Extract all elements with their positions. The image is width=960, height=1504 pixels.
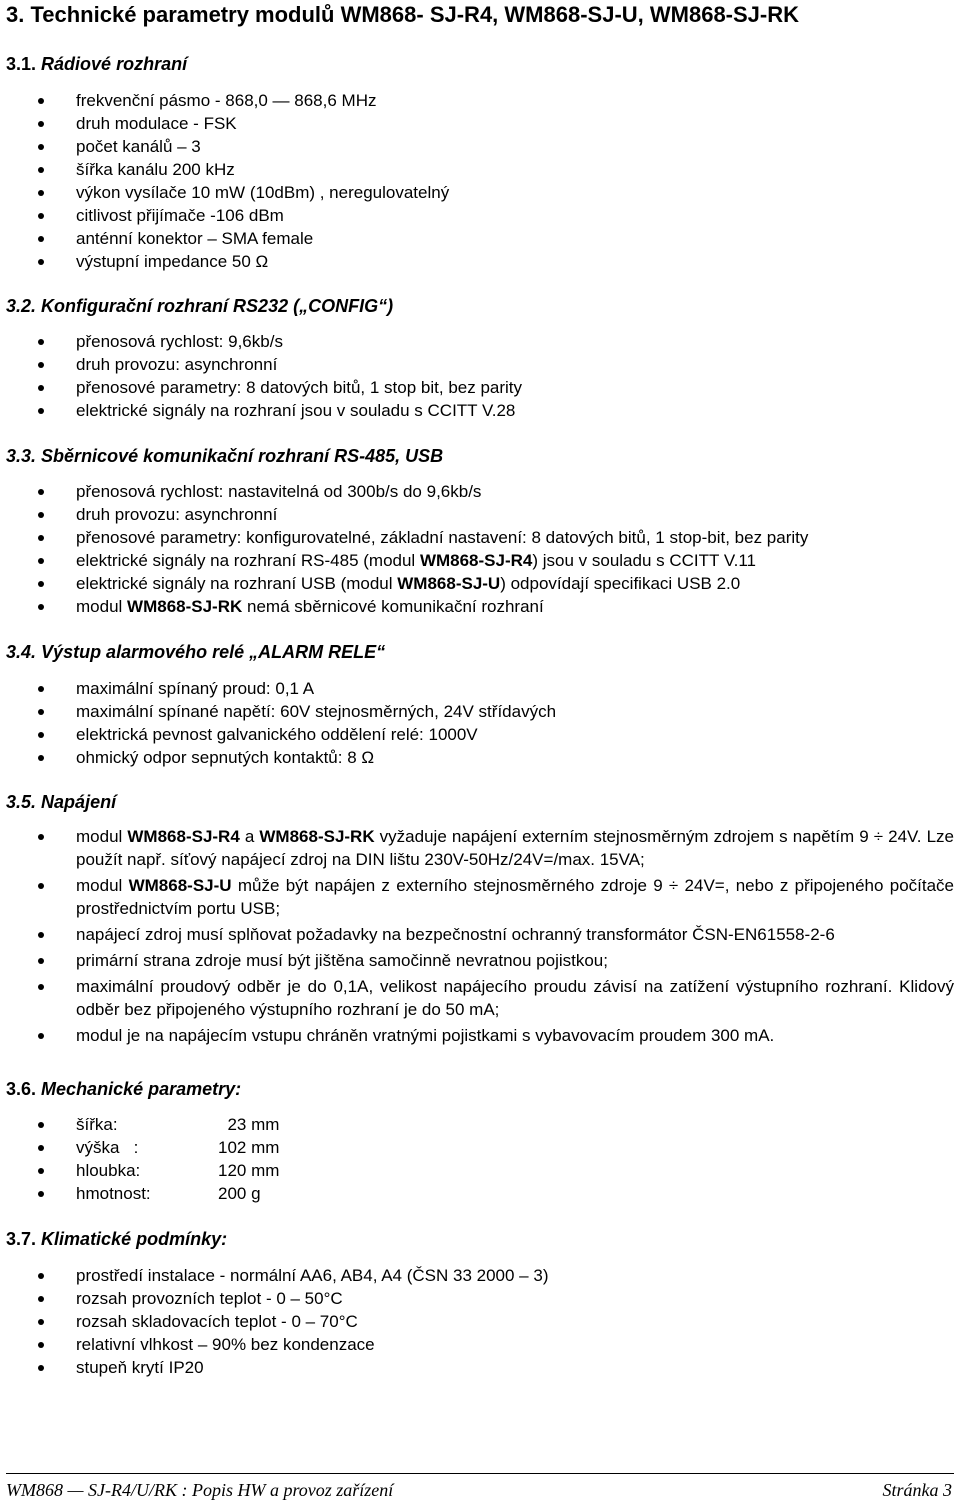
list-item: přenosové parametry: konfigurovatelné, základní nastavení: 8 datových bitů, 1 stop-bit, bez parity [0,526,808,549]
item-text: vyžaduje napájení externím stejnosměrným zdrojem s napětím 9 ÷ 24V. Lze použít např. síťový napájecí zdroj na DIN lištu 230V-50Hz/24V=/max. 15VA; [76,827,954,869]
list-item: druh provozu: asynchronní [0,353,522,376]
list-item: elektrická pevnost galvanického oddělení relé: 1000V [0,723,556,746]
list-item [0,572,808,595]
item-text: modul [76,597,128,616]
list-item: šířka kanálu 200 kHz [0,158,449,181]
list-item: napájecí zdroj musí splňovat požadavky na bezpečnostní ochranný transformátor ČSN-EN61558-2-6 [0,923,954,946]
list-item: maximální spínaný proud: 0,1 A [0,677,556,700]
config-params-list [0,330,522,422]
item-text: nemá sběrnicové komunikační rozhraní [242,597,544,616]
section-number: 3.1. [6,54,37,74]
section-number: 3.5. [6,792,37,812]
param-label: hloubka: [76,1161,141,1180]
item-text: ) jsou v souladu s CCITT V.11 [532,551,756,570]
section-number: 3.3. [6,446,37,466]
model-name: WM868-SJ-U [397,574,501,593]
param-value: 23 mm [218,1115,280,1134]
section-number: 3.4. [6,642,37,662]
section-heading-config [6,296,393,317]
list-item [0,595,808,618]
mechanical-params-list [0,1113,279,1205]
list-item: anténní konektor – SMA female [0,227,449,250]
model-name: WM868-SJ-R4 [127,827,240,846]
list-item: maximální spínané napětí: 60V stejnosměrných, 24V střídavých [0,700,556,723]
section-title: Mechanické parametry: [41,1079,242,1099]
page-title: 3. Technické parametry modulů WM868- SJ-R4, WM868-SJ-U, WM868-SJ-RK [6,2,800,27]
list-item [0,1182,279,1205]
list-item [0,549,808,572]
list-item: rozsah skladovacích teplot - 0 – 70°C [0,1310,548,1333]
model-name: WM868-SJ-R4 [419,551,533,570]
section-heading-power [6,792,116,813]
item-text: elektrické signály na rozhraní RS-485 (modul [76,551,420,570]
list-item: frekvenční pásmo - 868,0 — 868,6 MHz [0,89,449,112]
model-name: WM868-SJ-RK [259,827,375,846]
list-item: počet kanálů – 3 [0,135,449,158]
item-text: elektrické signály na rozhraní USB (modul [76,574,398,593]
section-heading-bus [6,446,443,467]
section-heading-mechanical [6,1079,241,1100]
model-name: WM868-SJ-RK [127,597,243,616]
section-title: Klimatické podmínky: [41,1229,228,1249]
climate-params-list [0,1264,548,1379]
section-number: 3.2. [6,296,37,316]
list-item: elektrické signály na rozhraní jsou v souladu s CCITT V.28 [0,399,522,422]
list-item: stupeň krytí IP20 [0,1356,548,1379]
list-item [0,1159,279,1182]
list-item: druh provozu: asynchronní [0,503,808,526]
section-heading-climate [6,1229,227,1250]
list-item [0,1113,279,1136]
section-number: 3.6. [6,1079,37,1099]
section-heading-alarm [6,642,385,663]
list-item [0,1136,279,1159]
footer-divider [6,1473,954,1474]
item-text: modul [76,827,128,846]
param-value: 200 g [218,1184,261,1203]
list-item: výkon vysílače 10 mW (10dBm) , neregulovatelný [0,181,449,204]
item-text: ) odpovídají specifikaci USB 2.0 [500,574,741,593]
param-value: 120 mm [218,1161,280,1180]
section-title: Napájení [41,792,117,812]
list-item: primární strana zdroje musí být jištěna samočinně nevratnou pojistkou; [0,949,954,972]
footer-document-title: WM868 — SJ-R4/U/RK : Popis HW a provoz zařízení [6,1480,394,1500]
list-item: rozsah provozních teplot - 0 – 50°C [0,1287,548,1310]
alarm-params-list [0,677,556,769]
bus-params-list [0,480,808,618]
section-heading-radio [6,54,187,75]
list-item: přenosová rychlost: 9,6kb/s [0,330,522,353]
model-name: WM868-SJ-U [128,876,232,895]
section-title: Výstup alarmového relé „ALARM RELE“ [41,642,386,662]
param-label: šířka: [76,1115,118,1134]
list-item: druh modulace - FSK [0,112,449,135]
list-item [0,874,954,920]
section-title: Rádiové rozhraní [41,54,188,74]
section-title: Sběrnicové komunikační rozhraní RS-485, USB [41,446,444,466]
footer-page-number: Stránka 3 [882,1480,952,1500]
list-item: výstupní impedance 50 Ω [0,250,449,273]
power-params-list [0,825,954,1047]
param-value: 102 mm [218,1138,280,1157]
list-item: přenosové parametry: 8 datových bitů, 1 stop bit, bez parity [0,376,522,399]
radio-params-list [0,89,449,273]
list-item: relativní vlhkost – 90% bez kondenzace [0,1333,548,1356]
list-item: modul je na napájecím vstupu chráněn vratnými pojistkami s vybavovacím proudem 300 mA. [0,1024,954,1047]
param-label: výška : [76,1138,139,1157]
item-text: a [239,827,260,846]
param-label: hmotnost: [76,1184,151,1203]
list-item: ohmický odpor sepnutých kontaktů: 8 Ω [0,746,556,769]
list-item: citlivost přijímače -106 dBm [0,204,449,227]
list-item: maximální proudový odběr je do 0,1A, velikost napájecího proudu závisí na zatížení výstupního rozhraní. Klidový odběr bez připojeného výstupního rozhraní je do 50 mA; [0,975,954,1021]
list-item [0,825,954,871]
item-text: může být napájen z externího stejnosměrného zdroje 9 ÷ 24V=, nebo z připojeného počítače prostřednictvím portu USB; [76,876,955,918]
item-text: modul [76,876,129,895]
section-number: 3.7. [6,1229,37,1249]
list-item: prostředí instalace - normální AA6, AB4, A4 (ČSN 33 2000 – 3) [0,1264,548,1287]
list-item: přenosová rychlost: nastavitelná od 300b/s do 9,6kb/s [0,480,808,503]
section-title: Konfigurační rozhraní RS232 („CONFIG“) [41,296,394,316]
